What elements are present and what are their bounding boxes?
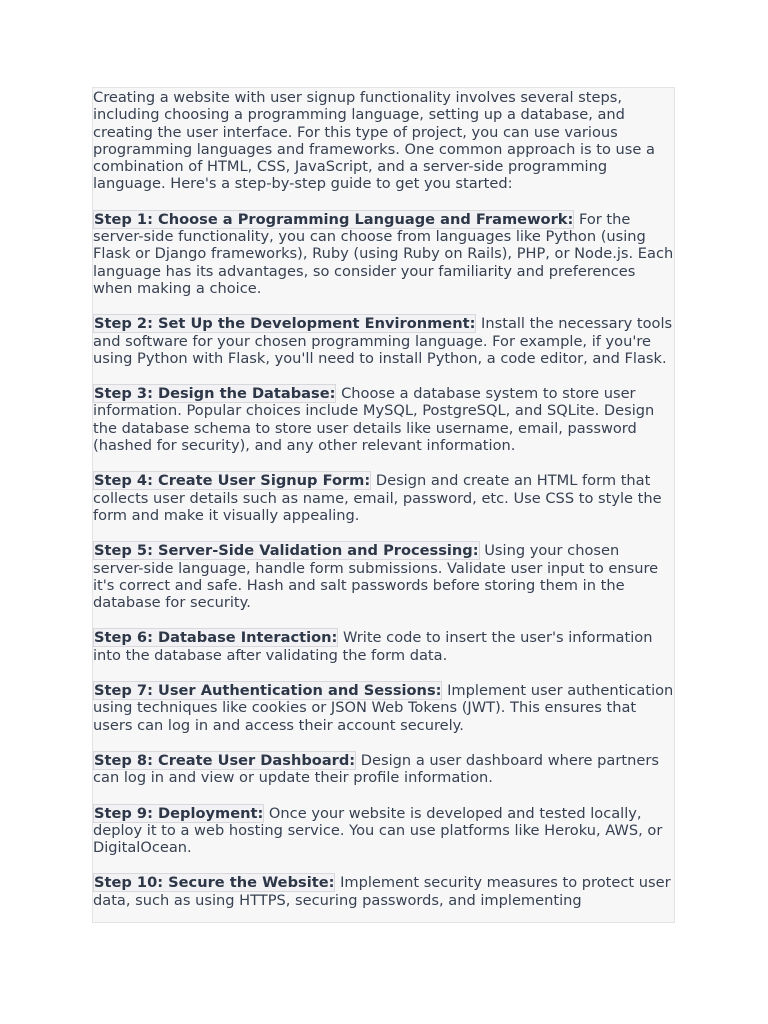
step-8-title: Step 8: Create User Dashboard: (94, 751, 356, 769)
step-6-title: Step 6: Database Interaction: (94, 629, 338, 647)
step-5-title: Step 5: Server-Side Validation and Processing: (94, 542, 479, 560)
step-7-title: Step 7: User Authentication and Sessions: (94, 682, 442, 700)
step-paragraph-5 (93, 542, 674, 611)
step-4-body: Design and create an HTML form that collects user details such as name, email, password, etc. Use CSS to style the form and make it visually appealing. (93, 472, 662, 524)
step-paragraph-7 (93, 682, 674, 734)
step-paragraph-6 (93, 629, 674, 664)
step-10-body: Implement security measures to protect user data, such as using HTTPS, securing passwords, and implementing (93, 874, 671, 909)
step-paragraph-9 (93, 805, 674, 857)
step-9-body: Once your website is developed and tested locally, deploy it to a web hosting service. You can use platforms like Heroku, AWS, or DigitalOcean. (93, 804, 663, 857)
step-5-body: Using your chosen server-side language, handle form submissions. Validate user input to ensure it's correct and safe. Hash and salt passwords before storing them in the database for security. (93, 542, 659, 612)
step-7-body: Implement user authentication using techniques like cookies or JSON Web Tokens (JWT). This ensures that users can log in and access their account securely. (93, 682, 674, 734)
step-1-body: For the server-side functionality, you can choose from languages like Python (using Flask or Django frameworks), Ruby (using Ruby on Rails), PHP, or Node.js. Each language has its advantages, so consider your familiarity and preferences when making a choice. (93, 210, 674, 297)
step-2-body: Install the necessary tools and software for your chosen programming language. For example, if you're using Python with Flask, you'll need to install Python, a code editor, and Flask. (93, 315, 673, 367)
step-9-title: Step 9: Deployment: (94, 804, 264, 822)
step-3-title: Step 3: Design the Database: (94, 385, 336, 403)
document-container (92, 87, 675, 923)
step-paragraph-8 (93, 752, 674, 787)
document-body (93, 88, 674, 909)
step-3-body: Choose a database system to store user information. Popular choices include MySQL, PostgreSQL, and SQLite. Design the database schema to store user details like username, email, password (hashed for security), and any other relevant information. (93, 385, 655, 455)
step-1-title: Step 1: Choose a Programming Language and Framework: (94, 210, 574, 228)
step-2-title: Step 2: Set Up the Development Environment: (94, 315, 476, 333)
step-paragraph-10 (93, 874, 674, 909)
step-10-title: Step 10: Secure the Website: (94, 874, 335, 892)
step-paragraph-3 (93, 385, 674, 454)
step-8-body: Design a user dashboard where partners can log in and view or update their profile information. (93, 751, 659, 787)
step-paragraph-1 (93, 211, 674, 297)
step-4-title: Step 4: Create User Signup Form: (94, 472, 371, 490)
intro-paragraph: Creating a website with user signup functionality involves several steps, including choosing a programming language, setting up a database, and creating the user interface. For this type of project, you can use various programming languages and frameworks. One common approach is to use a combination of HTML, CSS, JavaScript, and a server-side programming language. Here's a step-by-step guide to get you started: (93, 89, 655, 193)
step-6-body: Write code to insert the user's information into the database after validating the form data. (93, 629, 653, 664)
step-paragraph-4 (93, 472, 674, 524)
step-paragraph-2 (93, 315, 674, 367)
